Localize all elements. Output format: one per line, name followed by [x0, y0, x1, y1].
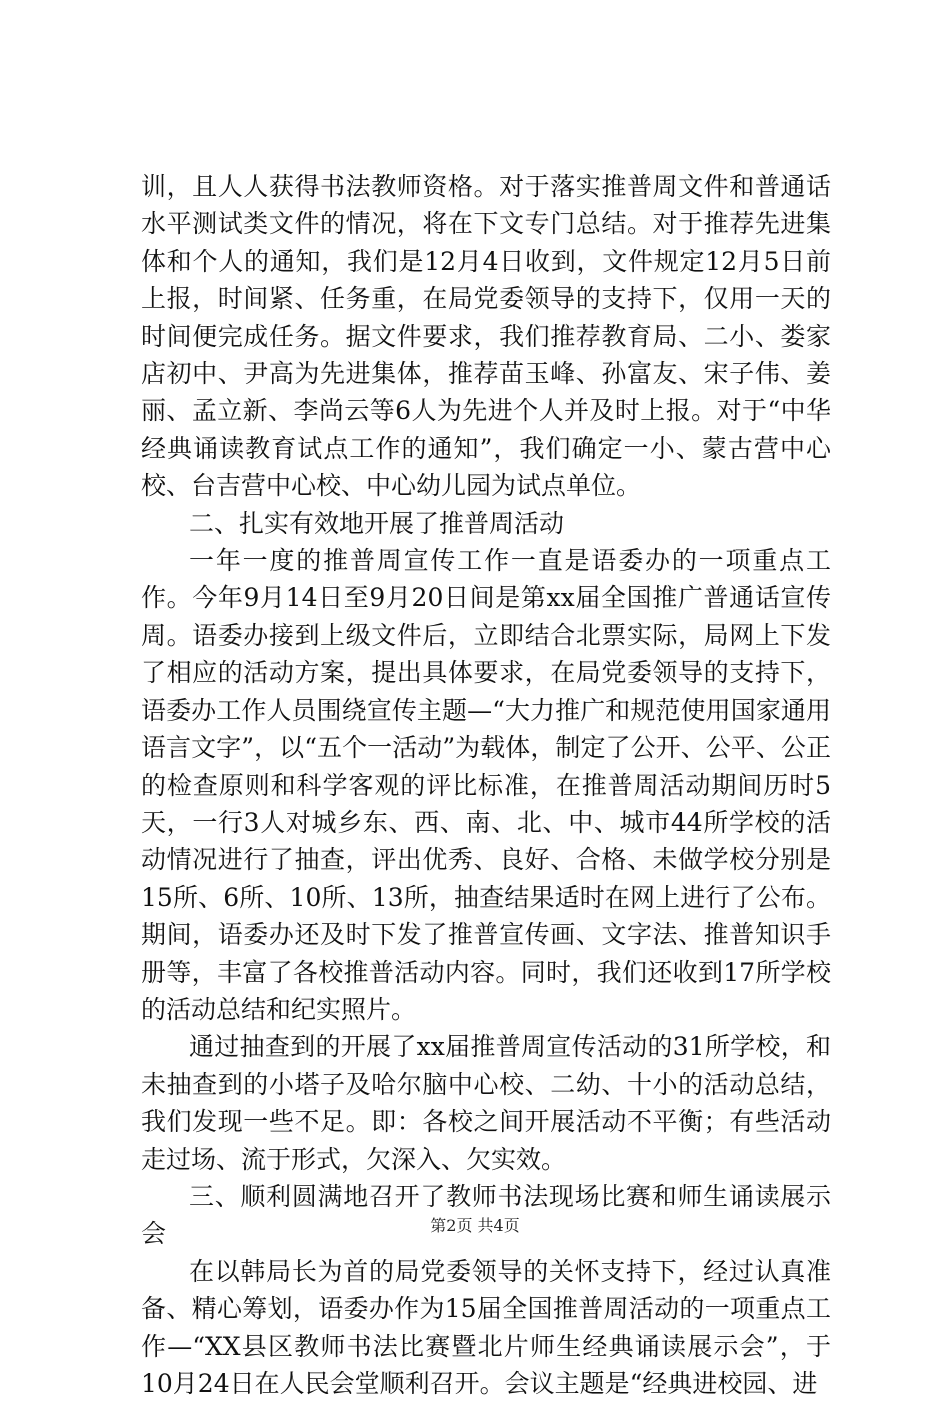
- paragraph-continuation: 训，且人人获得书法教师资格。对于落实推普周文件和普通话水平测试类文件的情况，将在下文专门总结。对于推荐先进集体和个人的通知，我们是12月4日收到，文件规定12月5日前上报，时间紧、任务重，在局党委领导的支持下，仅用一天的时间便完成任务。据文件要求，我们推荐教育局、二小、娄家店初中、尹高为先进集体，推荐苗玉峰、孙富友、宋子伟、姜丽、孟立新、李尚云等6人为先进个人并及时上报。对于“中华经典诵读教育试点工作的通知”，我们确定一小、蒙古营中心校、台吉营中心校、中心幼儿园为试点单位。: [141, 172, 831, 501]
- paragraph-promotion-week: 一年一度的推普周宣传工作一直是语委办的一项重点工作。今年9月14日至9月20日间是第xx届全国推广普通话宣传周。语委办接到上级文件后，立即结合北票实际，局网上下发了相应的活动方案，提出具体要求，在局党委领导的支持下，语委办工作人员围绕宣传主题—“大力推广和规范使用国家通用语言文字”，以“五个一活动”为载体，制定了公开、公平、公正的检查原则和科学客观的评比标准，在推普周活动期间历时5天，一行3人对城乡东、西、南、北、中、城市44所学校的活动情况进行了抽查，评出优秀、良好、合格、未做学校分别是15所、6所、10所、13所，抽查结果适时在网上进行了公布。期间，语委办还及时下发了推普宣传画、文字法、推普知识手册等，丰富了各校推普活动内容。同时，我们还收到17所学校的活动总结和纪实照片。: [141, 546, 831, 1024]
- section-heading-2: 二、扎实有效地开展了推普周活动: [189, 508, 565, 538]
- page-footer: 第2页 共4页: [430, 1216, 520, 1235]
- paragraph-calligraphy-contest: 在以韩局长为首的局党委领导的关怀支持下，经过认真准备、精心筹划，语委办作为15届全国推普周活动的一项重点工作—“XX县区教师书法比赛暨北片师生经典诵读展示会”，于10月24日在人民会堂顺利召开。会议主题是“经典进校园、进: [141, 1256, 831, 1398]
- section-heading-3: 三、顺利圆满地召开了教师书法现场比赛和师生诵读展示会: [141, 1181, 831, 1249]
- paragraph-shortcomings: 通过抽查到的开展了xx届推普周宣传活动的31所学校，和未抽查到的小塔子及哈尔脑中心校、二幼、十小的活动总结，我们发现一些不足。即：各校之间开展活动不平衡；有些活动走过场、流于形式，欠深入、欠实效。: [141, 1032, 831, 1174]
